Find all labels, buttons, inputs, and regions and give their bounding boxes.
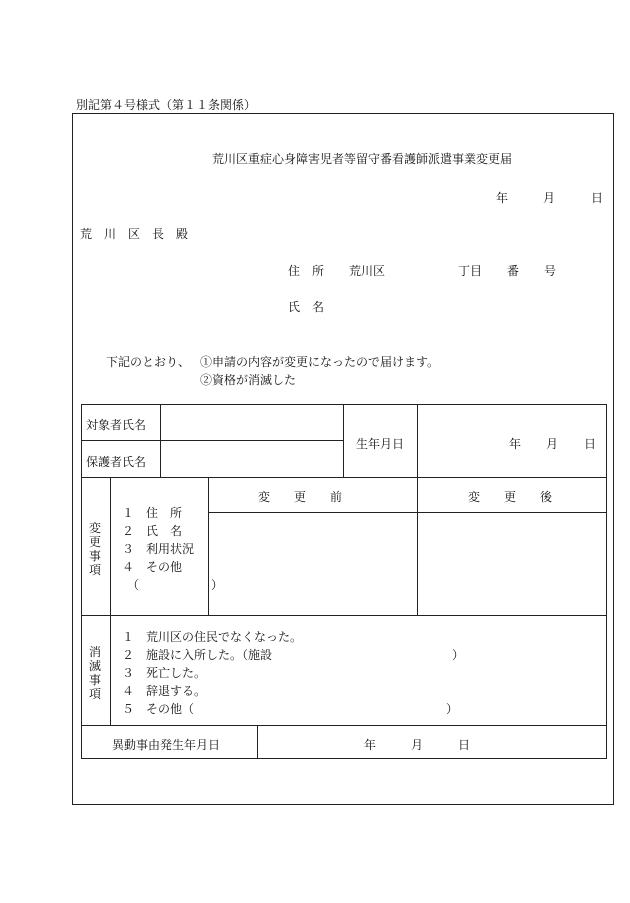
date-day: 日 bbox=[591, 191, 604, 205]
address-prefix: 荒川区 bbox=[349, 264, 386, 278]
extinction-items-label: 消滅事項 bbox=[88, 645, 101, 701]
address-go: 号 bbox=[544, 264, 557, 278]
after-change-header: 変 更 後 bbox=[468, 490, 553, 504]
birth-day: 日 bbox=[584, 437, 597, 451]
before-change-field[interactable] bbox=[209, 513, 417, 615]
extinction-item: ２ 施設に入所した。（施設 ） bbox=[122, 648, 465, 662]
event-year: 年 bbox=[364, 738, 377, 752]
event-date-label: 異動事由発生年月日 bbox=[112, 738, 221, 752]
extinction-item: ５ その他（ ） bbox=[122, 702, 459, 716]
birth-month: 月 bbox=[546, 437, 559, 451]
event-day: 日 bbox=[458, 738, 471, 752]
statement-option-1: ①申請の内容が変更になったので届けます。 bbox=[200, 355, 440, 369]
after-change-field[interactable] bbox=[418, 513, 606, 615]
address-ban: 番 bbox=[507, 264, 520, 278]
event-month: 月 bbox=[411, 738, 424, 752]
addressee: 荒 川 区 長 殿 bbox=[80, 227, 189, 241]
date-year: 年 bbox=[496, 191, 509, 205]
address-chome: 丁目 bbox=[458, 264, 483, 278]
statement-intro: 下記のとおり、 bbox=[106, 355, 191, 369]
extinction-item: ４ 辞退する。 bbox=[122, 684, 207, 698]
change-item: （ ） bbox=[127, 578, 224, 592]
extinction-item: １ 荒川区の住民でなくなった。 bbox=[122, 630, 303, 644]
change-item: ２ 氏 名 bbox=[122, 524, 183, 538]
address-label: 住 所 bbox=[288, 264, 325, 278]
change-item: １ 住 所 bbox=[122, 506, 183, 520]
form-number: 別記第４号様式（第１１条関係） bbox=[76, 98, 257, 112]
birth-date-label: 生年月日 bbox=[356, 437, 405, 451]
birth-year: 年 bbox=[509, 437, 522, 451]
change-item: ４ その他 bbox=[122, 560, 183, 574]
form-title: 荒川区重症心身障害児者等留守番看護師派遣事業変更届 bbox=[212, 152, 513, 166]
subject-name-label: 対象者氏名 bbox=[86, 418, 147, 432]
guardian-name-label: 保護者氏名 bbox=[86, 455, 147, 469]
change-items-label: 変更事項 bbox=[88, 521, 101, 577]
extinction-item: ３ 死亡した。 bbox=[122, 666, 207, 680]
statement-option-2: ②資格が消滅した bbox=[200, 373, 297, 387]
name-label: 氏 名 bbox=[288, 300, 325, 314]
before-change-header: 変 更 前 bbox=[258, 490, 343, 504]
change-item: ３ 利用状況 bbox=[122, 542, 195, 556]
date-month: 月 bbox=[543, 191, 556, 205]
